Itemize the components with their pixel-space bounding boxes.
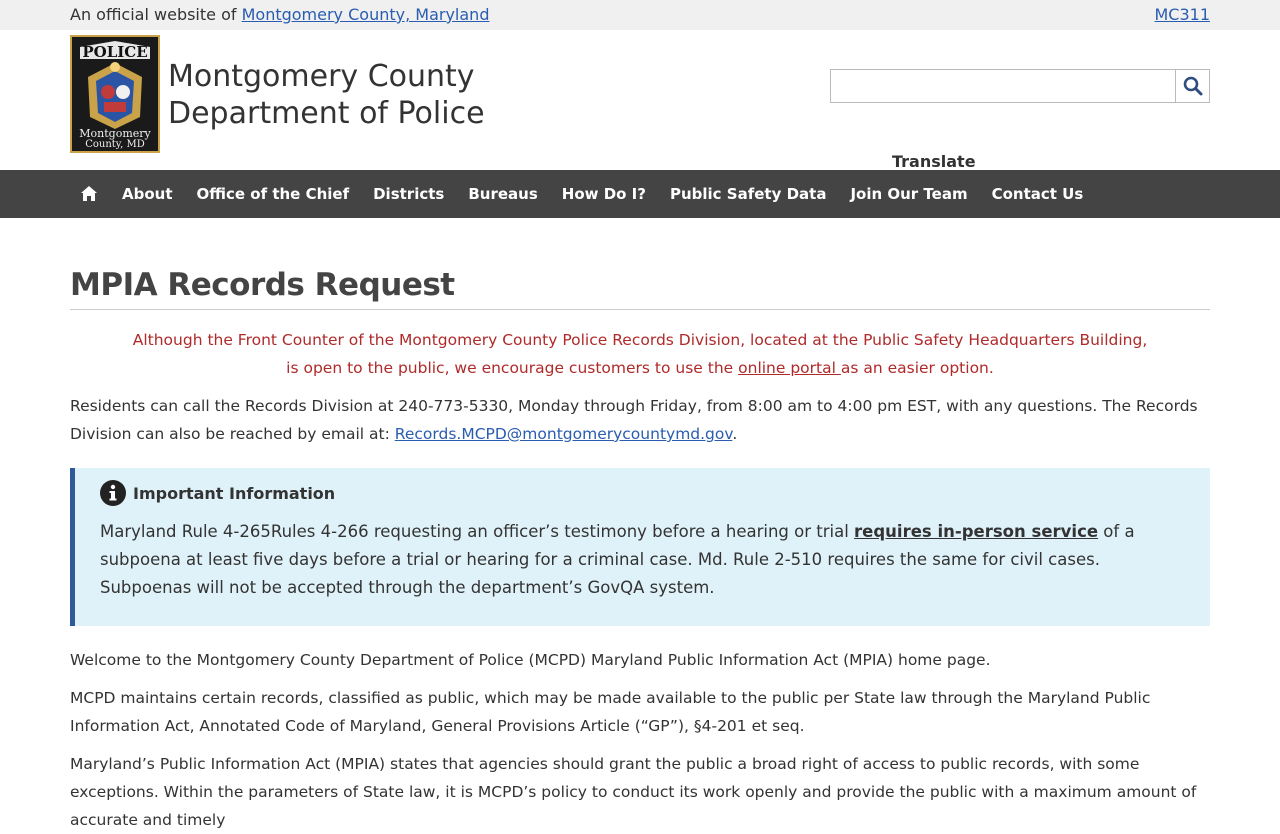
in-person-service-link[interactable]: requires in-person service [854, 522, 1099, 541]
important-information-box [70, 468, 1210, 626]
online-portal-link[interactable]: online portal [738, 359, 841, 377]
records-email-link[interactable]: Records.MCPD@montgomerycountymd.gov [394, 425, 733, 443]
nav-item-office-of-the-chief[interactable]: Office of the Chief [196, 185, 350, 203]
page-title: MPIA Records Request [70, 267, 1210, 310]
notice-line2-post: as an easier option. [840, 359, 994, 377]
info-header [100, 480, 1185, 506]
mpia-paragraph: Maryland’s Public Information Act (MPIA) states that agencies should grant the public a broad right of access to public records, with some exceptions. Within the parameters of State law, it is MCPD’s policy to conduct its work openly and provide the public with a maximum amount of accurate and timely [70, 755, 1197, 829]
official-banner [0, 0, 1280, 30]
nav-item-districts[interactable]: Districts [373, 185, 445, 203]
home-icon[interactable] [80, 185, 98, 203]
nav-item-public-safety-data[interactable]: Public Safety Data [669, 185, 827, 203]
county-link[interactable]: Montgomery County, Maryland [241, 5, 490, 24]
main-navigation [0, 170, 1280, 218]
badge-bottom-text-1: Montgomery [79, 127, 151, 140]
email-suffix: . [732, 425, 738, 443]
search-button[interactable] [1175, 69, 1210, 103]
nav-item-about[interactable]: About [122, 185, 173, 203]
residents-paragraph [70, 392, 1210, 448]
search-icon [1183, 76, 1203, 96]
notice-line1: Although the Front Counter of the Montgomery County Police Records Division, located at the Public Safety Headquarters Building, [132, 331, 1148, 349]
info-icon [100, 480, 126, 506]
nav-item-bureaus[interactable]: Bureaus [468, 185, 538, 203]
maintains-paragraph: MCPD maintains certain records, classified as public, which may be made available to the public per State law through the Maryland Public Information Act, Annotated Code of Maryland, General Provisions Article (“GP”), §4-201 et seq. [70, 689, 1151, 735]
police-badge-logo[interactable] [70, 35, 160, 153]
residents-text: Residents can call the Records Division at 240-773-5330, Monday through Friday, from 8:00 am to 4:00 pm EST, with any questions. The Records Division can also be reached by email at: [70, 397, 1198, 443]
badge-top-text: POLICE [82, 43, 148, 61]
info-title: Important Information [133, 483, 336, 503]
translate-button[interactable]: Translate [892, 152, 976, 171]
nav-item-join-our-team[interactable]: Join Our Team [850, 185, 968, 203]
badge-bottom-text-2: County, MD [85, 139, 145, 150]
site-title-line1: Montgomery County [168, 59, 475, 94]
info-text-pre: Maryland Rule 4-265Rules 4-266 requesting an officer’s testimony before a hearing or trial [100, 522, 855, 541]
site-header [0, 30, 1280, 170]
info-body [100, 518, 1185, 602]
front-counter-notice [70, 326, 1210, 382]
notice-line2-pre: is open to the public, we encourage customers to use the [286, 359, 739, 377]
notice-line2 [70, 354, 1210, 382]
welcome-paragraph: Welcome to the Montgomery County Department of Police (MCPD) Maryland Public Information Act (MPIA) home page. [70, 651, 991, 669]
info-text-post: of a subpoena at least five days before a trial or hearing for a criminal case. Md. Rule 2-510 requires the same for civil cases. Subpoenas will not be accepted through the department’s GovQA system. [100, 522, 1135, 597]
nav-item-how-do-i[interactable]: How Do I? [561, 185, 646, 203]
search-input[interactable] [830, 69, 1176, 103]
official-text [70, 5, 489, 24]
nav-item-contact-us[interactable]: Contact Us [991, 185, 1084, 203]
site-title-line2: Department of Police [168, 96, 485, 131]
main-content [0, 267, 1280, 834]
mc311-link[interactable]: MC311 [1154, 5, 1210, 24]
site-title[interactable] [168, 58, 485, 132]
official-prefix: An official website of [70, 5, 242, 24]
